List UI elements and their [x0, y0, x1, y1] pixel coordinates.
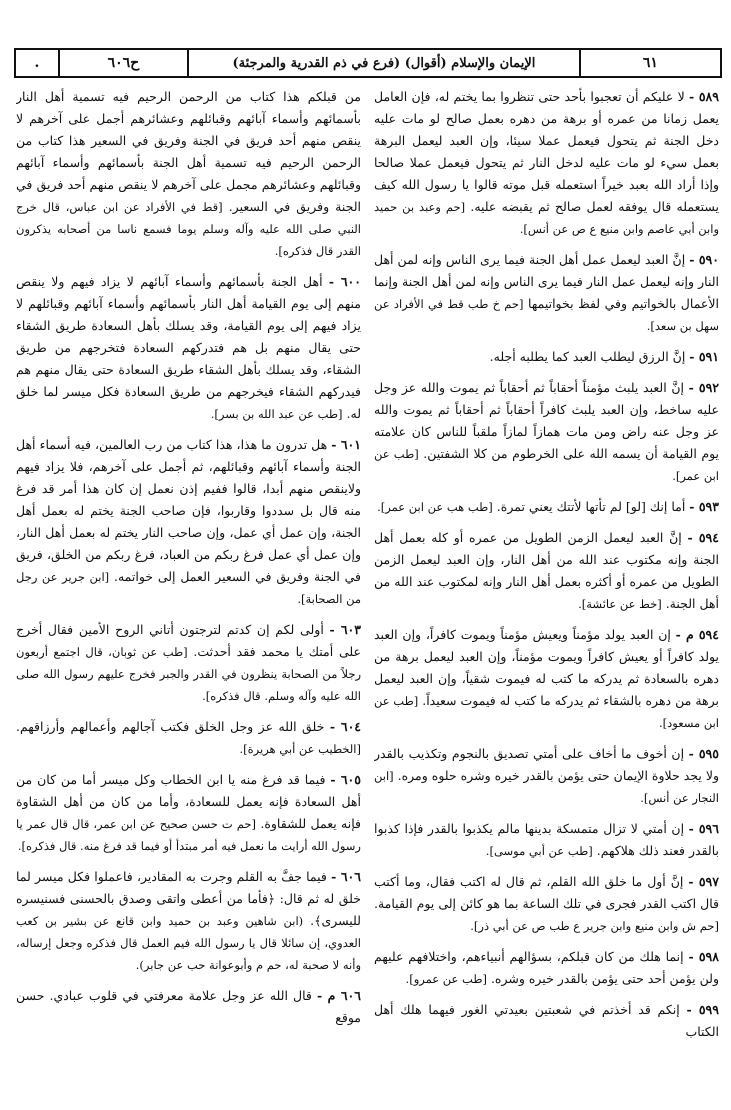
hadith-entry — [374, 946, 719, 990]
hadith-entry — [374, 86, 719, 240]
hadith-text: أولى لكم إن كدتم لترجتون أتاني الروح الأمين فقال أخرج على أمتك يا محمد فقد أحدثت. — [16, 622, 361, 659]
hadith-text: لا عليكم أن تعجبوا بأحد حتى تنظروا بما يختم له، فإن العامل يعمل زمانا من عمره أو برهة من دهره بعمل صالح لو مات عليه دخل الجنة ثم يتحول فيعمل عملا سيئا، وإن العبد ليعمل البرهة بعمل سيء لو مات عليه لدخل النار ثم يتحول فيعمل عملا صالحا وإذا أراد الله بعبد خيراً استعمله قبل موته قالوا يا رسول الله كيف يستعمله قال يوفقه لعمل صالح ثم يقبضه عليه. — [374, 89, 719, 214]
hadith-entry — [374, 871, 719, 937]
hadith-citation: [ابن النجار عن أنس]. — [374, 769, 719, 805]
hadith-entry — [16, 769, 361, 857]
hadith-number: ٥٩٣ - — [689, 499, 719, 514]
hadith-entry — [16, 619, 361, 707]
hadith-citation: [حم ت حسن صحيح عن ابن عمر، قال قال عمر يا رسول الله أرايت ما نعمل فيه أمر مبتدأ أو فيما قد فرغ منه. قال فذكره]. — [16, 817, 361, 853]
hadith-entry — [16, 271, 361, 425]
page-header — [14, 48, 722, 78]
hadith-entry — [16, 434, 361, 610]
hadith-number: ٦٠٦ م - — [316, 988, 361, 1003]
hadith-text: إنَّ العبد يلبث مؤمناً أحقاباً ثم أحقاباً ثم يموت والله عز وجل عليه ساخط، وإن العبد يلبث كافراً أحقاباً ثم أحقاباً ثم يموت والله عز وجل عنه راض ومن مات همازاً لمازاً ملقباً للناس كان علامته يوم القيامة أن يسمه الله على الخرطوم من كلا الشفتين. — [374, 380, 719, 461]
hadith-citation: [الخطيب عن أبي هريرة]. — [239, 742, 361, 756]
hadith-citation: [طب عن ثوبان، قال اجتمع أربعون رجلاً من الصحابة ينظرون في القدر والجبر فخرج عليهم رسول الله صلى الله عليه وآله وسلم. قال فذكره]. — [16, 645, 361, 703]
hadith-number: ٥٩٩ - — [686, 1002, 719, 1017]
hadith-number: ٥٩٠ - — [689, 252, 719, 267]
header-page-number: ٦١ — [579, 50, 720, 76]
header-chapter-title: الإيمان والإسلام (أقوال) (فرع في ذم القدرية والمرجئة) — [187, 50, 579, 76]
hadith-number: ٥٨٩ - — [689, 89, 719, 104]
hadith-entry — [374, 624, 719, 734]
hadith-text: قال الله عز وجل علامة معرفتي في قلوب عبادي. حسن موقع — [16, 988, 361, 1025]
hadith-text: إنَّ أول ما خلق الله القلم، ثم قال له اكتب فقال، وما أكتب قال اكتب القدر فجرى في تلك الساعة بما هو كائن إلى يوم القيامة. — [374, 874, 719, 911]
hadith-text: إنما هلك من كان قبلكم، بسؤالهم أنبياءهم، واختلافهم عليهم ولن يؤمن أحد حتى يؤمن بالقدر خيره وشره. — [374, 949, 719, 986]
hadith-entry — [16, 866, 361, 976]
hadith-text: هل تدرون ما هذا، هذا كتاب من رب العالمين، فيه أسماء أهل الجنة وأسماء آبائهم وقبائلهم، ثم أجمل على آخرهم، فلا يزاد فيهم ولاينقص منهم أبدا، قالوا ففيم إذن نعمل إن كان هذا أمر قد فرغ منه قال بل سددوا وقاربوا، فإن صاحب الجنة يختم له بعمل أهل الجنة، وإن عمل أي عمل، وإن صاحب النار يختم له بعمل أهل النار، وإن عمل أي عمل فرغ ربكم من العباد، فرغ ربكم من الخلق، فريق في الجنة وفريق في السعير العمل إلى خواتمه. — [16, 437, 361, 584]
hadith-citation: [طب هب عن ابن عمر]. — [377, 500, 493, 514]
hadith-entry — [374, 346, 719, 368]
hadith-text: إن أمتي لا تزال متمسكة بدينها مالم يكذبوا بالقدر فإذا كذبوا بالقدر فعند ذلك هلاكهم. — [374, 821, 719, 858]
left-text-column — [16, 86, 361, 1104]
hadith-entry — [16, 985, 361, 1029]
hadith-citation: [طب عن عمرو]. — [405, 972, 487, 986]
right-text-column — [374, 86, 719, 1104]
hadith-number: ٦٠٥ - — [330, 772, 361, 787]
hadith-number: ٥٩٧ - — [688, 874, 719, 889]
hadith-entry — [374, 999, 719, 1043]
hadith-citation: [حم وعبد بن حميد وابن أبي عاصم وابن منيع ع ص عن أنس]. — [374, 200, 719, 236]
hadith-entry — [374, 743, 719, 809]
hadith-citation: [حم خ طب قط في الأفراد عن سهل بن سعد]. — [374, 297, 719, 333]
hadith-text: إنكم قد أخذتم في شعبتين بعيدتي الغور فيهما هلك أهل الكتاب — [374, 1002, 719, 1039]
hadith-entry — [374, 249, 719, 337]
hadith-number: ٦٠٤ - — [329, 719, 361, 734]
hadith-text: أهل الجنة بأسمائهم وأسماء آبائهم لا يزاد فيهم ولا ينقص منهم إلى يوم القيامة أهل النار بأسمائهم وأسماء آبائهم وقبائلهم لا يزاد فيهم إلى يوم القيامة، وقد يسلك بأهل السعادة طريق الشقاء حتى يقال منهم بل هم فتدركهم السعادة فتخرجهم من طريق الشقاء، وقد يسلك بأهل الشقاء طريق السعادة حتى يقال منهم هم فيدركهم الشقاء فيخرجهم من طريق السعادة فكل ميسر لما خلق له. — [16, 274, 361, 421]
hadith-text: فيما جفَّ به القلم وجرت به المقادير، فاعملوا فكل ميسر لما خلق له ثم قال: ﴿فأما من أعطى واتقى وصدق بالحسنى فسنيسره لليسرى﴾. — [16, 869, 361, 928]
hadith-entry — [374, 377, 719, 487]
hadith-citation: [طب عن ابن مسعود]. — [374, 694, 719, 730]
hadith-citation: [حم ش وابن منيع وابن جرير ع طب ص عن أبي ذر]. — [470, 919, 719, 933]
hadith-citation: [قط في الأفراد عن ابن عباس، قال خرج النبي صلى الله عليه وآله وسلم يوما فسمع ناسا من أصحابه يذكرون القدر قال فذكره]. — [16, 200, 361, 258]
hadith-citation: (ابن شاهين وعبد بن حميد وابن قانع عن بشير بن كعب العدوي، إن سائلا قال يا رسول الله فيم العمل قال فذكره وجعل إرساله، وأنه لا صحبة له، حم م وأبوعوانة حب عن جابر). — [16, 914, 361, 972]
hadith-text: إنَّ الرزق ليطلب العبد كما يطلبه أجله. — [489, 349, 686, 364]
hadith-text: أما إنك [لو] لم تأتها لأتتك يعني تمرة. — [496, 499, 686, 514]
hadith-number: ٥٩٨ - — [688, 949, 719, 964]
hadith-text: إنَّ العبد ليعمل الزمن الطويل من عمره أو كله بعمل أهل الجنة وإنه مكتوب عند الله من أهل النار، وإن العبد ليعمل الزمن الطويل من عمره أو أكثره بعمل أهل النار وإنه لمكتوب عند الله من أهل الجنة. — [374, 530, 719, 611]
hadith-citation: [طب عن ابن عمر]. — [374, 447, 719, 483]
hadith-number: ٦٠٠ - — [328, 274, 361, 289]
hadith-number: ٥٩٦ - — [688, 821, 719, 836]
hadith-number: ٦٠١ - — [331, 437, 361, 452]
hadith-text: من قبلكم هذا كتاب من الرحمن الرحيم فيه تسمية أهل النار بأسمائهم وأسماء آبائهم وقبائلهم وعشائرهم أجمل على آخرهم لا ينقص منهم أحد فريق في الجنة وفريق في السعير هذا كتاب من الرحمن الرحيم فيه تسمية أهل الجنة بأسمائهم وأسماء آبائهم وقبائلهم وعشائرهم مجمل على آخرهم لا ينقص منهم أحد فريق في الجنة وفريق في السعير. — [16, 89, 361, 214]
hadith-number: ٥٩٤ م - — [675, 627, 719, 642]
hadith-number: ٥٩٥ - — [688, 746, 719, 761]
hadith-entry — [16, 716, 361, 760]
hadith-citation: [خط عن عائشة]. — [578, 597, 662, 611]
hadith-number: ٦٠٦ - — [331, 869, 361, 884]
hadith-text: خلق الله عز وجل الخلق فكتب آجالهم وأعمالهم وأرزاقهم. — [16, 719, 325, 734]
hadith-text: فيما قد فرغ منه يا ابن الخطاب وكل ميسر أما من كان من أهل السعادة فإنه يعمل للسعادة، وأما من كان من أهل الشقاوة فإنه يعمل للشقاوة. — [16, 772, 361, 831]
hadith-citation: [طب عن عبد الله بن بسر]. — [210, 407, 343, 421]
header-left-cell: . — [34, 55, 40, 71]
hadith-number: ٥٩١ - — [689, 349, 719, 364]
hadith-citation: [طب عن أبي موسى]. — [485, 844, 593, 858]
hadith-entry — [374, 527, 719, 615]
hadith-entry — [16, 86, 361, 262]
header-hadith-range: ح٦٠٦ — [58, 50, 187, 76]
hadith-entry — [374, 818, 719, 862]
hadith-number: ٥٩٤ - — [687, 530, 719, 545]
hadith-text: إن العبد يولد مؤمناً ويعيش مؤمناً ويموت كافراً، وإن العبد يولد كافراً أو يعيش كافراً ويموت مؤمناً، وإن العبد ليعمل برهة من دهره بالسعادة ثم يدركه ما كتب له فيموت شقياً، وإن العبد ليعمل برهة من دهره بالشقاء ثم يدركه ما كتب له فيموت سعيداً. — [374, 627, 719, 708]
hadith-entry — [374, 496, 719, 518]
hadith-citation: [ابن جرير عن رجل من الصحابة]. — [16, 570, 361, 606]
hadith-number: ٦٠٣ - — [329, 622, 361, 637]
hadith-text: إنَّ العبد ليعمل عمل أهل الجنة فيما يرى الناس وإنه لمن أهل النار وإنه ليعمل عمل النار فيما يرى الناس وإنه لمن أهل الجنة وإنما الأعمال بالخواتيم وفي لفظ بخواتيمها — [374, 252, 719, 311]
hadith-text: إن أخوف ما أخاف على أمتي تصديق بالنجوم وتكذيب بالقدر ولا يجد حلاوة الإيمان حتى يؤمن بالقدر خيره وشره حلوه ومره. — [374, 746, 719, 783]
hadith-number: ٥٩٢ - — [688, 380, 719, 395]
